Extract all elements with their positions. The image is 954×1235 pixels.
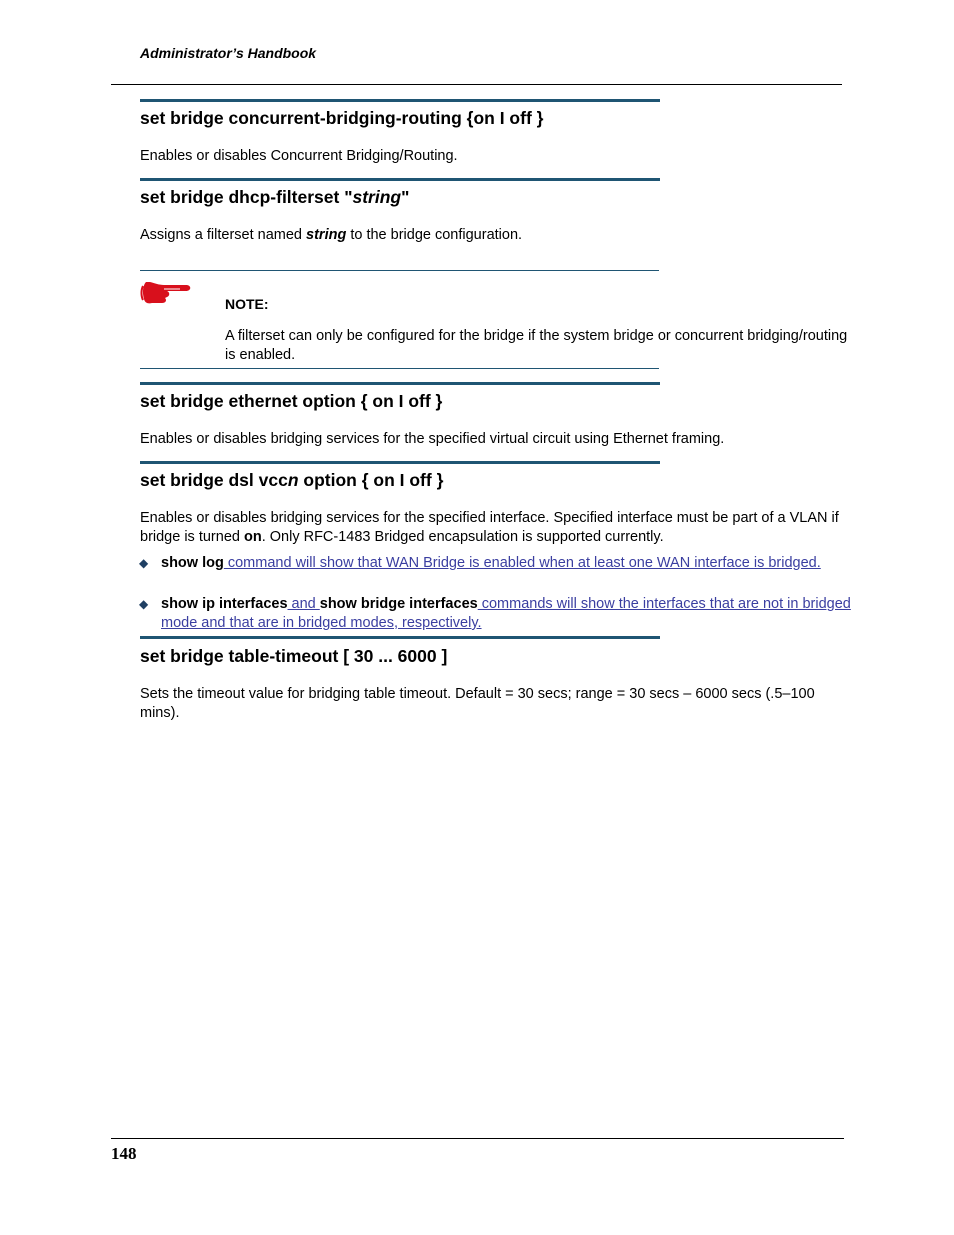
- note-text: A filterset can only be configured for the bridge if the system bridge or concurrent bridging/routing is enabled.: [225, 328, 848, 363]
- body-strong: on: [243, 529, 262, 545]
- command-name: show log: [161, 555, 224, 571]
- diamond-bullet-icon: ◆: [139, 556, 149, 570]
- diamond-bullet-icon: ◆: [139, 597, 149, 611]
- section-rule: [140, 636, 660, 639]
- section-body: Sets the timeout value for bridging table timeout. Default = 30 secs; range = 30 secs – 6000 secs (.5–100 mins).: [140, 686, 815, 721]
- cross-ref-link[interactable]: and: [287, 596, 320, 612]
- body-text: Assigns a filterset named: [140, 227, 307, 243]
- pointing-hand-icon: [140, 279, 192, 305]
- section-heading: [140, 470, 443, 491]
- section-rule: [140, 99, 660, 102]
- section-rule: [140, 461, 660, 464]
- cross-ref-link[interactable]: command will show that WAN Bridge is enabled when at least one WAN interface is bridged.: [223, 555, 821, 571]
- command-name: show ip interfaces: [161, 596, 288, 612]
- section-heading: set bridge ethernet option { on I off }: [140, 391, 443, 411]
- note-label: NOTE:: [225, 296, 269, 312]
- note-top-rule: [140, 270, 659, 271]
- section-body: Enables or disables bridging services for the specified virtual circuit using Ethernet framing.: [140, 431, 725, 447]
- heading-text: set bridge dsl vcc: [140, 470, 288, 490]
- running-head: Administrator’s Handbook: [140, 45, 317, 61]
- heading-param: n: [287, 470, 299, 490]
- section-heading: set bridge concurrent-bridging-routing {on I off }: [140, 108, 544, 128]
- note-bottom-rule: [140, 368, 659, 369]
- body-param: string: [306, 227, 347, 243]
- section-body: [140, 226, 522, 245]
- bullet-item: [161, 554, 851, 573]
- page-number: 148: [111, 1144, 137, 1163]
- command-name: show bridge interfaces: [319, 596, 478, 612]
- heading-text: option { on I off }: [298, 470, 444, 490]
- body-text: to the bridge configuration.: [346, 227, 523, 243]
- heading-text: ": [401, 187, 410, 207]
- footer-rule: [111, 1138, 844, 1139]
- section-body: Enables or disables Concurrent Bridging/Routing.: [140, 148, 458, 164]
- body-text: Enables or disables bridging services for the specified interface. Specified interface must be part of a VLAN if bridge is turned: [140, 510, 839, 545]
- cross-ref-link[interactable]: commands will show the interfaces that are not in bridged mode and that are in bridged modes, respectively.: [161, 596, 851, 631]
- body-text: . Only RFC-1483 Bridged encapsulation is supported currently.: [261, 529, 664, 545]
- heading-param: string: [352, 187, 402, 207]
- heading-text: set bridge dhcp-filterset ": [140, 187, 353, 207]
- section-heading: [140, 187, 409, 208]
- section-heading: set bridge table-timeout [ 30 ... 6000 ]: [140, 646, 448, 666]
- section-rule: [140, 382, 660, 385]
- section-rule: [140, 178, 660, 181]
- section-body: [140, 509, 845, 547]
- header-rule: [111, 84, 842, 85]
- bullet-item: [161, 595, 851, 633]
